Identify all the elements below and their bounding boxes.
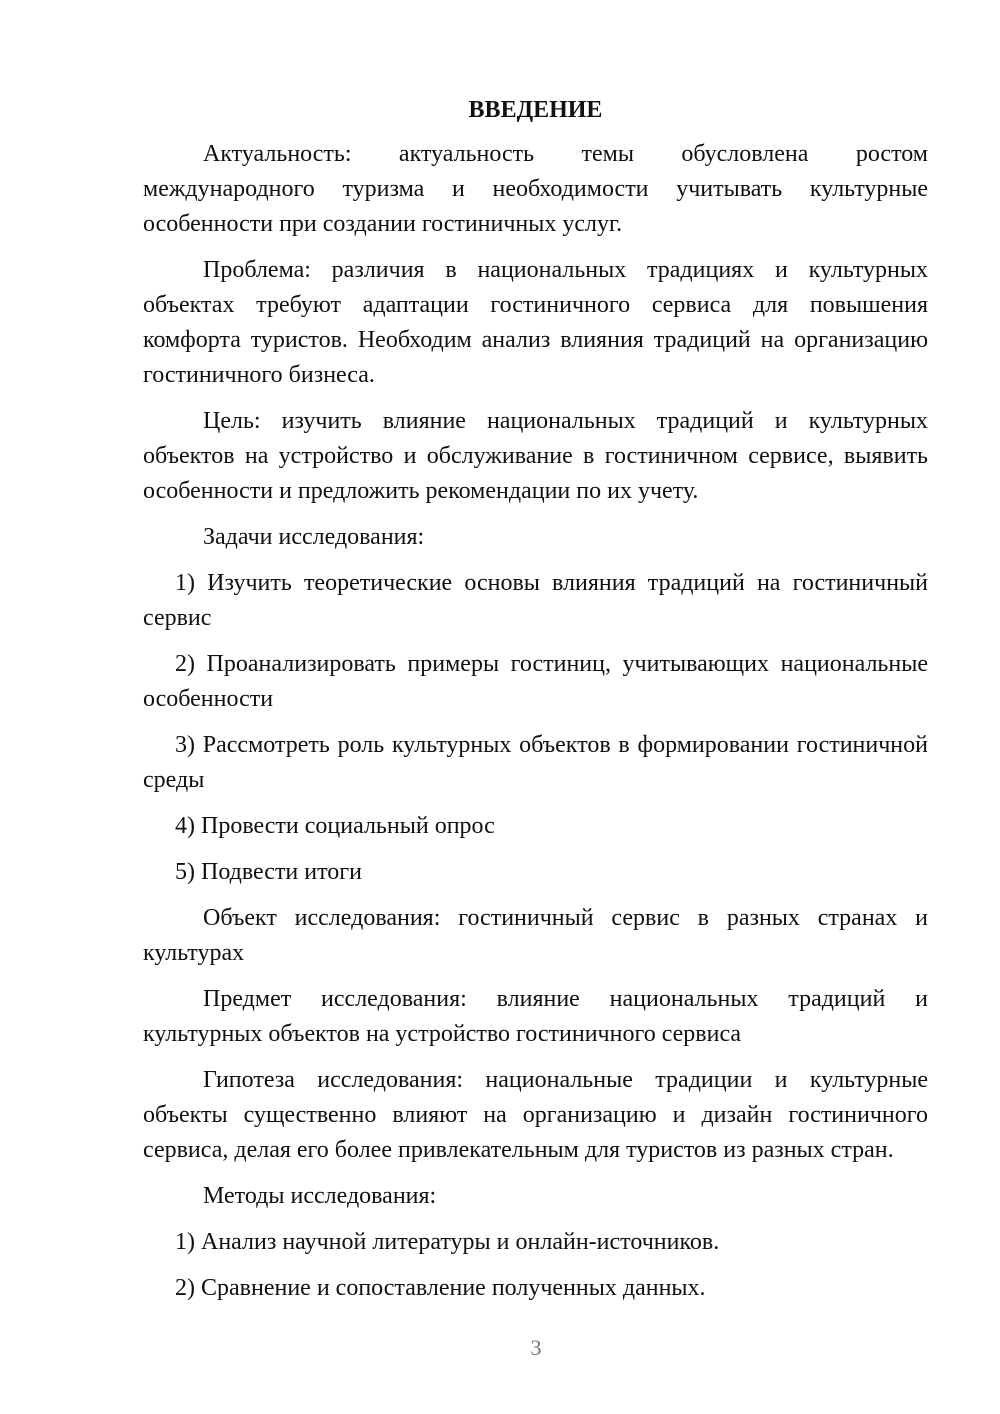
paragraph-goal: Цель: изучить влияние национальных традиций и культурных объектов на устройство и обслуживание в гостиничном сервисе, выявить особенности и предложить рекомендации по их учету. — [143, 408, 928, 504]
method-item-2: 2) Сравнение и сопоставление полученных данных. — [175, 1275, 706, 1301]
paragraph-methods-heading: Методы исследования: — [203, 1183, 437, 1209]
page-number: 3 — [530, 1335, 542, 1360]
section-title: ВВЕДЕНИЕ — [468, 97, 603, 123]
paragraph-problem: Проблема: различия в национальных традициях и культурных объектах требуют адаптации гостиничного сервиса для повышения комфорта туристов. Необходим анализ влияния традиций на организацию гостиничного бизнеса. — [143, 257, 928, 388]
page-content — [143, 94, 928, 1317]
task-item-4: 4) Провести социальный опрос — [175, 813, 495, 839]
paragraph-object: Объект исследования: гостиничный сервис в разных странах и культурах — [143, 905, 928, 966]
task-item-5: 5) Подвести итоги — [175, 859, 362, 885]
paragraph-tasks-heading: Задачи исследования: — [203, 524, 425, 550]
task-item-1: 1) Изучить теоретические основы влияния традиций на гостиничный сервис — [143, 570, 928, 631]
task-item-2: 2) Проанализировать примеры гостиниц, учитывающих национальные особенности — [143, 651, 928, 712]
paragraph-hypothesis: Гипотеза исследования: национальные традиции и культурные объекты существенно влияют на организацию и дизайн гостиничного сервиса, делая его более привлекательным для туристов из разных стран. — [143, 1067, 928, 1163]
method-item-1: 1) Анализ научной литературы и онлайн-источников. — [175, 1229, 720, 1255]
paragraph-subject: Предмет исследования: влияние национальных традиций и культурных объектов на устройство гостиничного сервиса — [143, 986, 928, 1047]
paragraph-relevance: Актуальность: актуальность темы обусловлена ростом международного туризма и необходимости учитывать культурные особенности при создании гостиничных услуг. — [143, 141, 928, 237]
task-item-3: 3) Рассмотреть роль культурных объектов в формировании гостиничной среды — [143, 732, 928, 793]
